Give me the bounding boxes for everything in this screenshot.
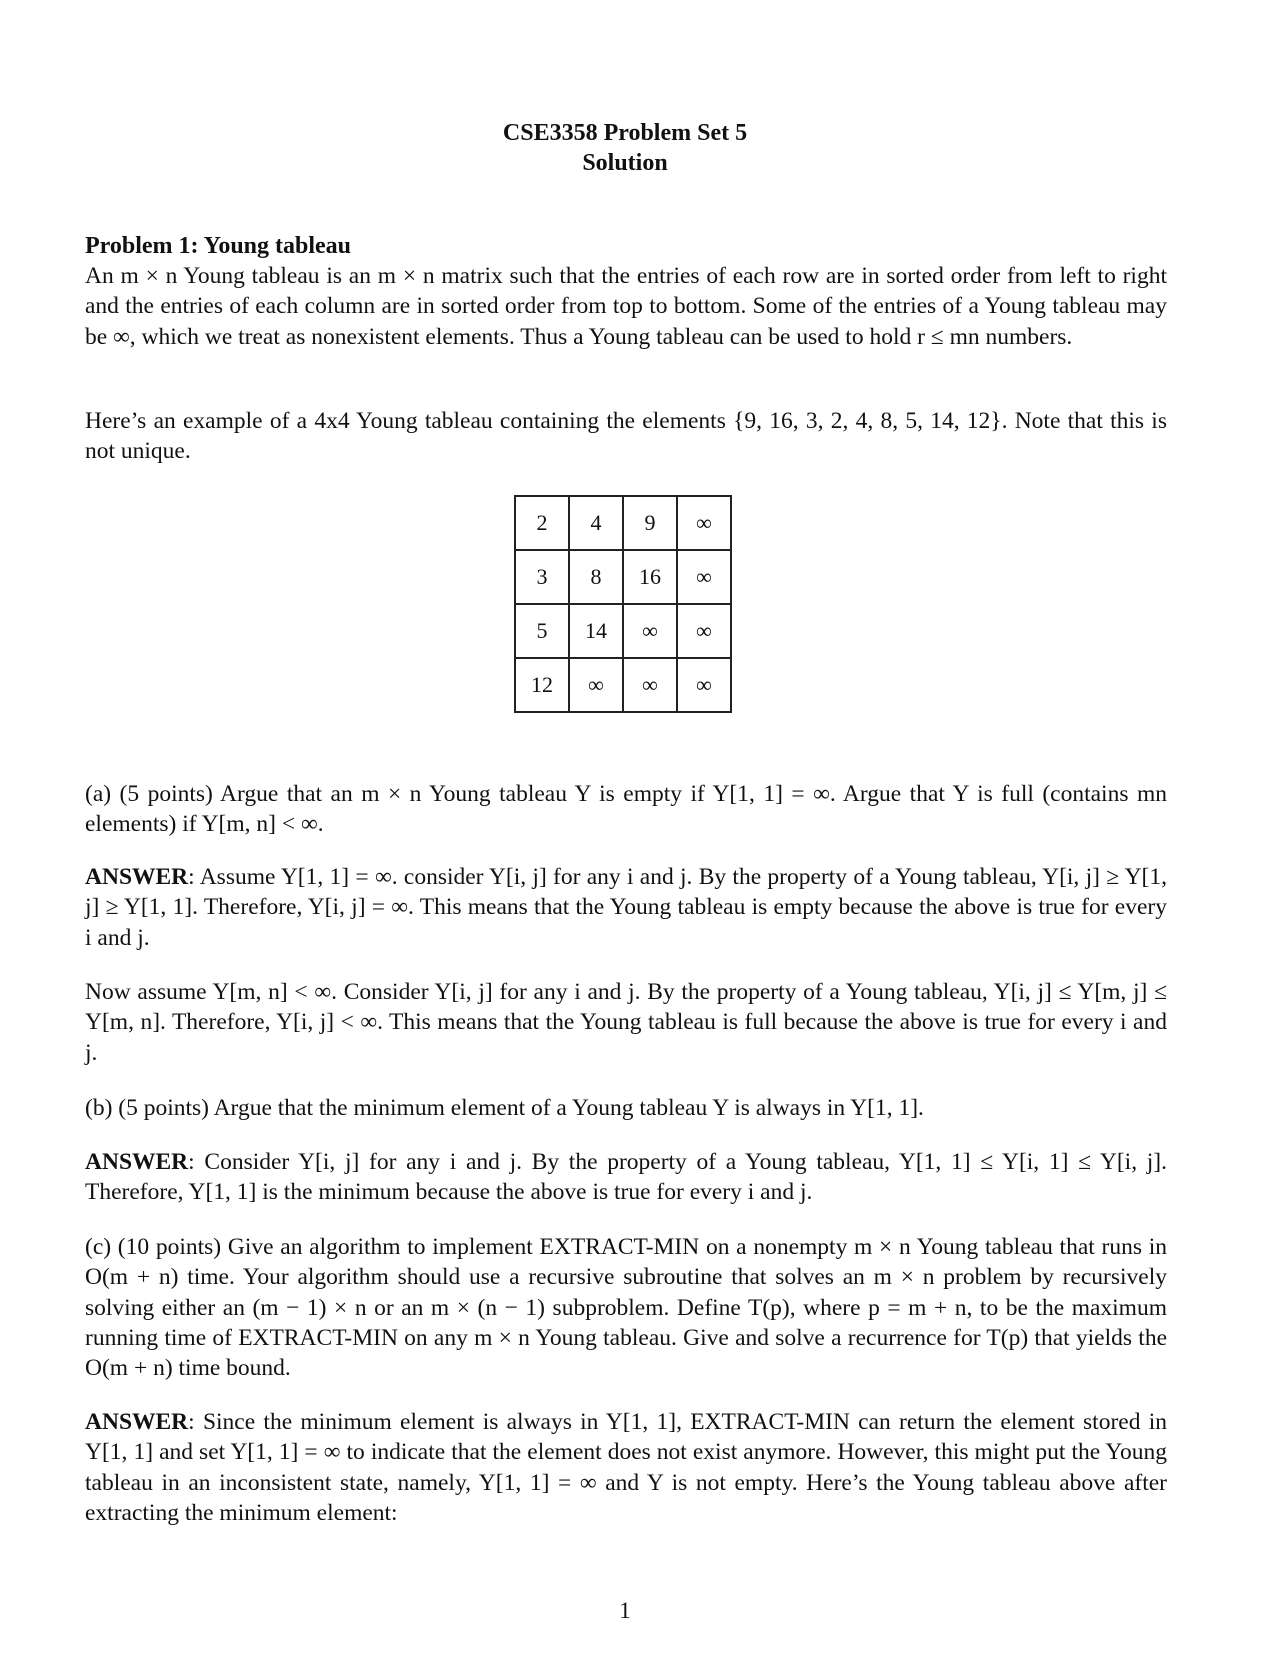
answer-label: ANSWER [85,1149,189,1175]
question-a: (a) (5 points) Argue that an m × n Young tableau Y is empty if Y[1, 1] = ∞. Argue that Y is full (contains mn elements) if Y[m, n] < ∞. [85,781,1167,838]
tableau-cell: 2 [515,496,569,550]
tableau-row [515,604,731,658]
tableau-cell: ∞ [623,604,677,658]
intro-paragraph: An m × n Young tableau is an m × n matrix such that the entries of each row are in sorted order from left to right and the entries of each column are in sorted order from top to bottom. Some of the entries of a Young tableau may be ∞, which we treat as nonexistent elements. Thus a Young tableau can be used to hold r ≤ mn numbers. [85,263,1167,350]
tableau-cell: 5 [515,604,569,658]
document-subtitle: Solution [582,150,668,176]
page-number: 1 [619,1598,631,1623]
tableau-row [515,550,731,604]
question-c: (c) (10 points) Give an algorithm to implement EXTRACT-MIN on a nonempty m × n Young tableau that runs in O(m + n) time. Your algorithm should use a recursive subroutine that solves an m × n problem by recursively solving either an (m − 1) × n or an m × (n − 1) subproblem. Define T(p), where p = m + n, to be the maximum running time of EXTRACT-MIN on any m × n Young tableau. Give and solve a recurrence for T(p) that yields the O(m + n) time bound. [85,1234,1167,1382]
tableau-cell: ∞ [677,604,731,658]
tableau-cell: 3 [515,550,569,604]
tableau-row [515,658,731,712]
answer-a-2: Now assume Y[m, n] < ∞. Consider Y[i, j] for any i and j. By the property of a Young tableau, Y[i, j] ≤ Y[m, j] ≤ Y[m, n]. Therefore, Y[i, j] < ∞. This means that the Young tableau is full because the above is true for every i and j. [85,979,1167,1066]
tableau-cell: 8 [569,550,623,604]
answer-c [85,1407,1167,1528]
answer-a-1 [85,862,1167,953]
tableau-cell: ∞ [677,496,731,550]
answer-text: : Since the minimum element is always in Y[1, 1], EXTRACT-MIN can return the element stored in Y[1, 1] and set Y[1, 1] = ∞ to indicate that the element does not exist anymore. However, this might put the Young tableau in an inconsistent state, namely, Y[1, 1] = ∞ and Y is not empty. Here’s the Young tableau above after extracting the minimum element: [85,1409,1167,1526]
answer-b [85,1147,1167,1208]
tableau-cell: 12 [515,658,569,712]
tableau-cell: 9 [623,496,677,550]
tableau-cell: ∞ [677,550,731,604]
problem-heading: Problem 1: Young tableau [85,233,352,259]
tableau-cell: ∞ [569,658,623,712]
tableau-cell: 16 [623,550,677,604]
answer-text: : Consider Y[i, j] for any i and j. By the property of a Young tableau, Y[1, 1] ≤ Y[i, 1] ≤ Y[i, j]. Therefore, Y[1, 1] is the minimum because the above is true for every i and j. [85,1149,1167,1206]
answer-text: : Assume Y[1, 1] = ∞. consider Y[i, j] for any i and j. By the property of a Young tableau, Y[i, j] ≥ Y[1, j] ≥ Y[1, 1]. Therefore, Y[i, j] = ∞. This means that the Young tableau is empty because the above is true for every i and j. [85,864,1167,951]
tableau-cell: 14 [569,604,623,658]
tableau-cell: 4 [569,496,623,550]
tableau-cell: ∞ [623,658,677,712]
document-title: CSE3358 Problem Set 5 [502,120,748,146]
young-tableau [514,495,732,713]
answer-label: ANSWER [85,1409,189,1435]
question-b: (b) (5 points) Argue that the minimum element of a Young tableau Y is always in Y[1, 1]. [85,1095,924,1121]
tableau-cell: ∞ [677,658,731,712]
answer-label: ANSWER [85,864,189,890]
example-paragraph: Here’s an example of a 4x4 Young tableau containing the elements {9, 16, 3, 2, 4, 8, 5, 14, 12}. Note that this is not unique. [85,408,1167,465]
tableau-row [515,496,731,550]
